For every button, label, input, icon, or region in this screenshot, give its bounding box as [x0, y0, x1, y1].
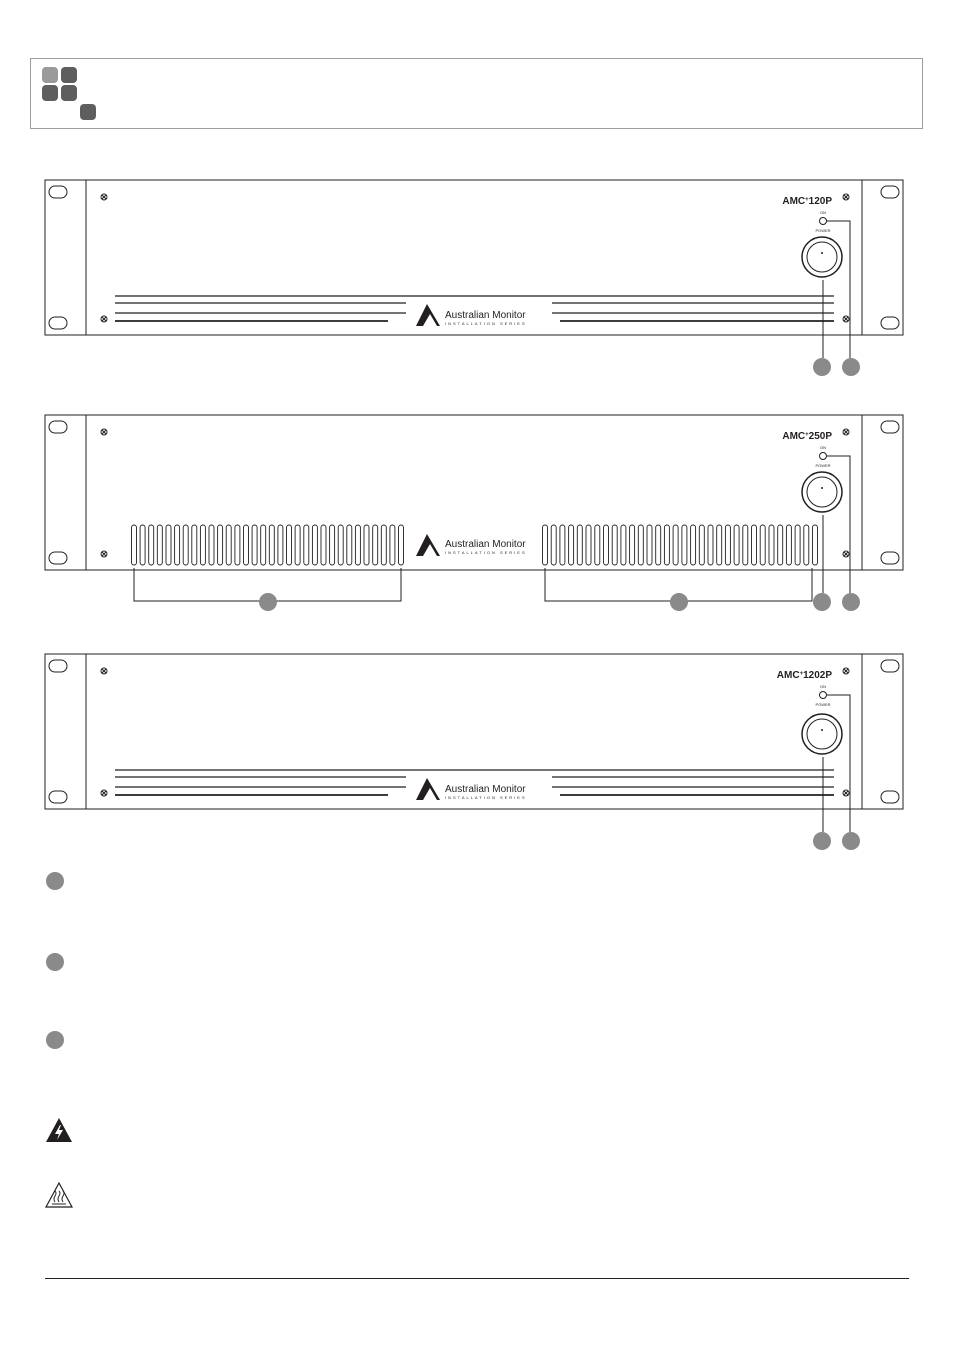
- screw-icon: [843, 316, 849, 322]
- vent-slot: [347, 525, 352, 565]
- legend-callout-3: [46, 1031, 64, 1049]
- header-square-icon: [61, 85, 77, 101]
- vent-slot: [183, 525, 188, 565]
- vent-slot: [778, 525, 783, 565]
- amplifier-front-panel-1: [40, 176, 910, 381]
- vent-slot: [132, 525, 137, 565]
- vent-slot: [560, 525, 565, 565]
- vent-slot: [664, 525, 669, 565]
- model-name: AMC+1202P: [776, 670, 832, 681]
- vent-slot: [691, 525, 696, 565]
- callout-marker: [842, 593, 860, 611]
- vent-slot: [717, 525, 722, 565]
- vent-slot: [795, 525, 800, 565]
- vent-slot: [381, 525, 386, 565]
- rack-ear-slot: [49, 552, 67, 564]
- vent-slot: [630, 525, 635, 565]
- vent-slot: [209, 525, 214, 565]
- brand-name: Australian Monitor: [445, 539, 526, 550]
- vent-slot: [734, 525, 739, 565]
- vent-slot: [569, 525, 574, 565]
- screw-icon: [843, 429, 849, 435]
- vent-slot: [304, 525, 309, 565]
- screw-icon: [101, 551, 107, 557]
- callout-marker: [842, 832, 860, 850]
- screw-icon: [101, 668, 107, 674]
- vent-slot: [390, 525, 395, 565]
- vent-slot: [647, 525, 652, 565]
- vent-slot: [330, 525, 335, 565]
- brand-name: Australian Monitor: [445, 310, 526, 321]
- vent-slot: [673, 525, 678, 565]
- power-led-icon: [820, 692, 827, 699]
- header-square-icon: [42, 67, 58, 83]
- screw-icon: [843, 790, 849, 796]
- power-led-icon: [820, 453, 827, 460]
- vent-slot: [252, 525, 257, 565]
- screw-icon: [843, 668, 849, 674]
- vent-slots-right: [543, 525, 818, 565]
- vent-slot: [804, 525, 809, 565]
- vent-slot: [543, 525, 548, 565]
- header-square-icon: [42, 85, 58, 101]
- vent-slot: [269, 525, 274, 565]
- vent-slot: [725, 525, 730, 565]
- vent-slot: [612, 525, 617, 565]
- header-square-icon: [80, 104, 96, 120]
- power-label: POWER: [815, 463, 831, 468]
- rack-ear-slot: [881, 421, 899, 433]
- rack-ear-slot: [49, 660, 67, 672]
- electric-shock-warning-icon: [45, 1117, 73, 1143]
- power-label: POWER: [815, 228, 831, 233]
- vent-slot: [140, 525, 145, 565]
- vent-slot: [638, 525, 643, 565]
- led-label: ON: [820, 445, 826, 450]
- vent-slot: [786, 525, 791, 565]
- vent-slot: [769, 525, 774, 565]
- callout-marker: [813, 593, 831, 611]
- vent-slot: [218, 525, 223, 565]
- header-square-icon: [61, 67, 77, 83]
- vent-slot: [577, 525, 582, 565]
- vent-slot: [399, 525, 404, 565]
- power-switch-icon: [802, 472, 842, 512]
- brand-name: Australian Monitor: [445, 784, 526, 795]
- rack-ear-slot: [49, 791, 67, 803]
- vent-slot: [295, 525, 300, 565]
- amplifier-front-panel-3: [40, 650, 910, 855]
- callout-marker: [813, 358, 831, 376]
- screw-icon: [101, 429, 107, 435]
- rack-ear-slot: [881, 186, 899, 198]
- vent-slot: [682, 525, 687, 565]
- screw-icon: [101, 790, 107, 796]
- brand-logo-icon: [416, 778, 440, 800]
- callout-marker: [813, 832, 831, 850]
- vent-slot: [708, 525, 713, 565]
- amplifier-front-panel-2: [40, 411, 910, 616]
- vent-slot: [604, 525, 609, 565]
- brand-series: INSTALLATION SERIES: [445, 321, 527, 326]
- screw-icon: [843, 194, 849, 200]
- rack-ear-slot: [881, 317, 899, 329]
- brand-series: INSTALLATION SERIES: [445, 550, 527, 555]
- rack-ear-slot: [49, 186, 67, 198]
- rack-ear-slot: [49, 317, 67, 329]
- vent-slot: [157, 525, 162, 565]
- callout-marker: [670, 593, 688, 611]
- brand-logo-icon: [416, 304, 440, 326]
- vent-slot: [813, 525, 818, 565]
- rack-ear-slot: [881, 552, 899, 564]
- vent-slot: [149, 525, 154, 565]
- vent-slot: [551, 525, 556, 565]
- vent-slots-left: [132, 525, 404, 565]
- model-name: AMC+120P: [782, 196, 832, 207]
- vent-slot: [760, 525, 765, 565]
- legend-callout-1: [46, 872, 64, 890]
- vent-slot: [743, 525, 748, 565]
- brand-series: INSTALLATION SERIES: [445, 795, 527, 800]
- vent-slot: [235, 525, 240, 565]
- header-box: [30, 58, 923, 129]
- led-label: ON: [820, 210, 826, 215]
- vent-slot: [621, 525, 626, 565]
- vent-slot: [364, 525, 369, 565]
- screw-icon: [101, 316, 107, 322]
- legend-callout-2: [46, 953, 64, 971]
- vent-slot: [200, 525, 205, 565]
- footer-rule: [45, 1278, 909, 1279]
- rack-ear-slot: [881, 791, 899, 803]
- power-switch-icon: [802, 237, 842, 277]
- power-label: POWER: [815, 702, 831, 707]
- led-label: ON: [820, 684, 826, 689]
- vent-slot: [656, 525, 661, 565]
- screw-icon: [843, 551, 849, 557]
- vent-slot: [312, 525, 317, 565]
- rack-ear-slot: [881, 660, 899, 672]
- brand-logo-icon: [416, 534, 440, 556]
- vent-slot: [699, 525, 704, 565]
- callout-marker: [259, 593, 277, 611]
- screw-icon: [101, 194, 107, 200]
- vent-slot: [175, 525, 180, 565]
- vent-slot: [166, 525, 171, 565]
- vent-slot: [278, 525, 283, 565]
- vent-slot: [355, 525, 360, 565]
- power-led-icon: [820, 218, 827, 225]
- vent-slot: [752, 525, 757, 565]
- vent-slot: [595, 525, 600, 565]
- vent-slot: [226, 525, 231, 565]
- model-name: AMC+250P: [782, 431, 832, 442]
- callout-marker: [842, 358, 860, 376]
- rack-ear-slot: [49, 421, 67, 433]
- vent-slot: [244, 525, 249, 565]
- vent-slot: [287, 525, 292, 565]
- vent-slot: [338, 525, 343, 565]
- vent-slot: [586, 525, 591, 565]
- vent-slot: [321, 525, 326, 565]
- vent-slot: [373, 525, 378, 565]
- power-switch-icon: [802, 714, 842, 754]
- vent-slot: [192, 525, 197, 565]
- hot-surface-warning-icon: [45, 1182, 73, 1208]
- vent-slot: [261, 525, 266, 565]
